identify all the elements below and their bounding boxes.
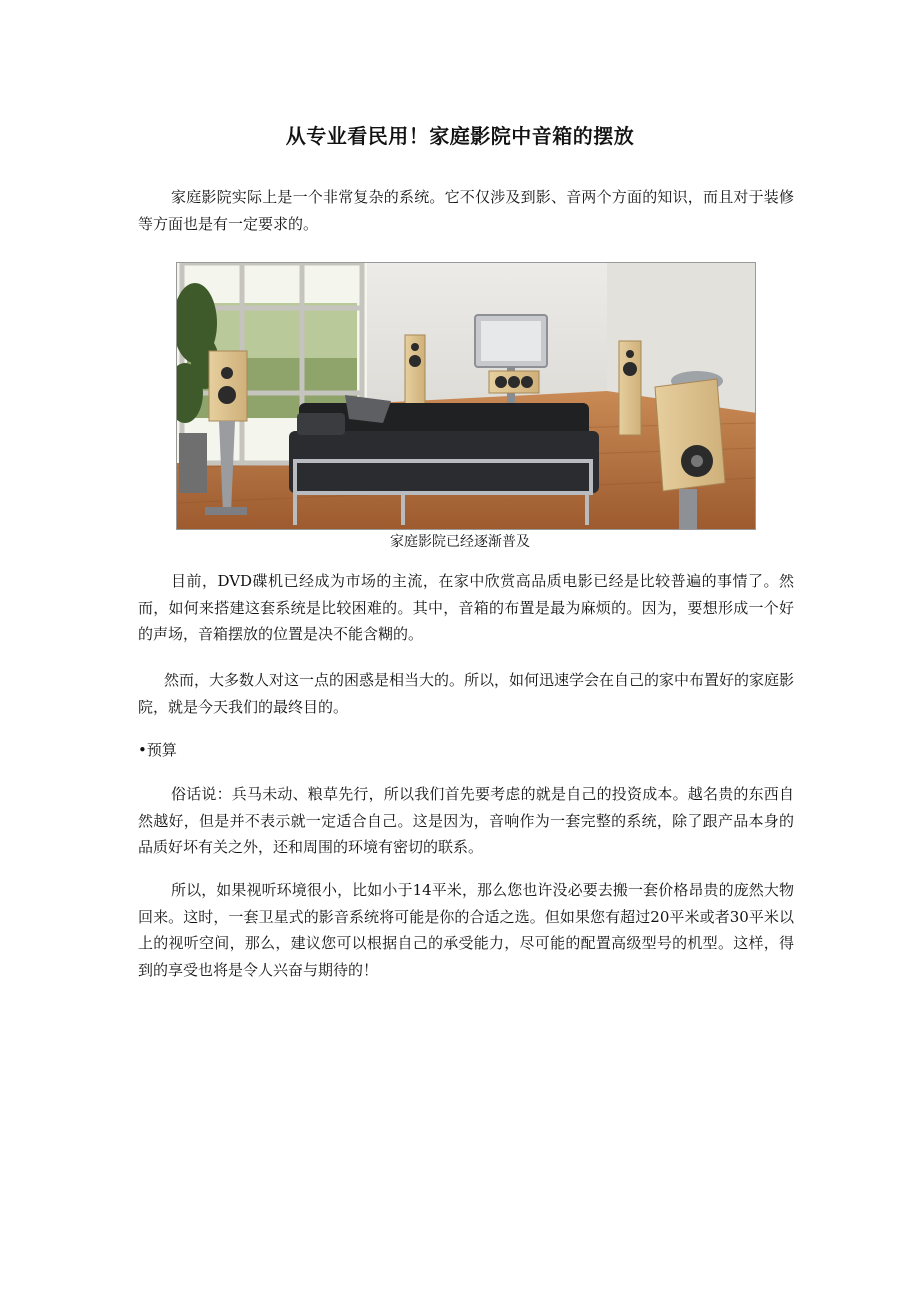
section-paragraph: 俗话说：兵马未动、粮草先行，所以我们首先要考虑的就是自己的投资成本。越名贵的东西自然越好，但是并不表示就一定适合自己。这是因为，音响作为一套完整的系统，除了跟产品本身的品质好坏有关之外，还和周围的环境有密切的联系。	[138, 785, 794, 856]
body-paragraph: 目前，DVD碟机已经成为市场的主流，在家中欣赏高品质电影已经是比较普遍的事情了。然而，如何来搭建这套系统是比较困难的。其中，音箱的布置是最为麻烦的。因为，要想形成一个好的声场，音箱摆放的位置是决不能含糊的。	[138, 572, 794, 643]
intro-paragraph: 家庭影院实际上是一个非常复杂的系统。它不仅涉及到影、音两个方面的知识，而且对于装修等方面也是有一定要求的。	[138, 188, 794, 233]
home-theater-photo	[176, 262, 756, 530]
figure-caption: 家庭影院已经逐渐普及	[390, 534, 530, 550]
article-title: 从专业看民用！家庭影院中音箱的摆放	[285, 124, 635, 148]
section-heading: •预算	[138, 741, 177, 759]
body-paragraph: 然而，大多数人对这一点的困惑是相当大的。所以，如何迅速学会在自己的家中布置好的家庭影院，就是今天我们的最终目的。	[138, 671, 795, 716]
section-paragraph: 所以，如果视听环境很小，比如小于14平米，那么您也许没必要去搬一套价格昂贵的庞然大物回来。这时，一套卫星式的影音系统将可能是你的合适之选。但如果您有超过20平米或者30平米以上的视听空间，那么，建议您可以根据自己的承受能力，尽可能的配置高级型号的机型。这样，得到的享受也将是令人兴奋与期待的！	[138, 881, 794, 979]
